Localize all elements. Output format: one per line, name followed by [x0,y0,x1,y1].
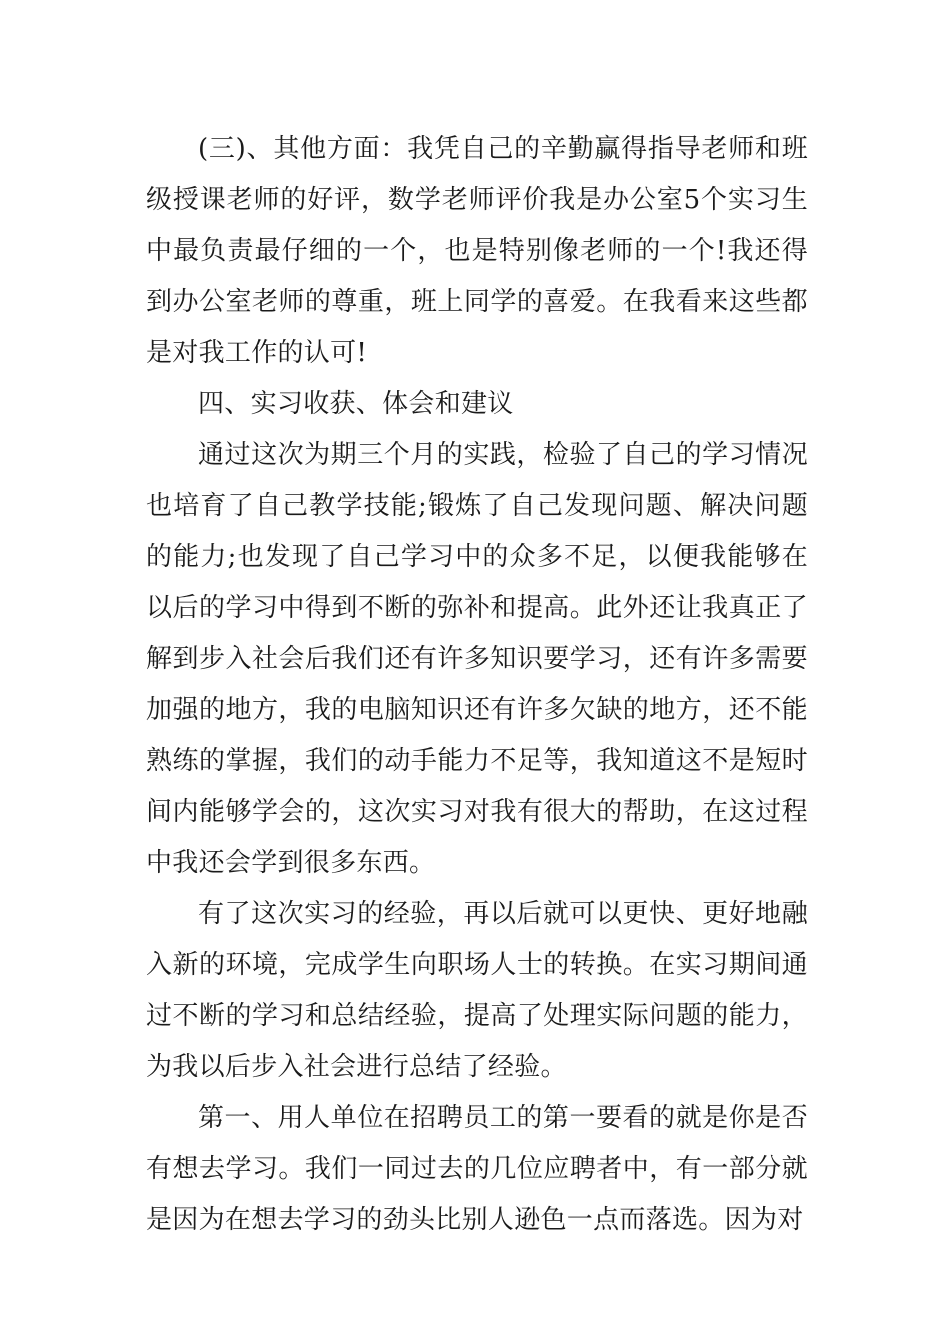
paragraph-other-aspects: (三)、其他方面：我凭自己的辛勤赢得指导老师和班级授课老师的好评，数学老师评价我是办公室5个实习生中最负责最仔细的一个，也是特别像老师的一个!我还得到办公室老师的尊重，班上同学的喜爱。在我看来这些都是对我工作的认可! [146,134,808,368]
paragraph-first-point: 第一、用人单位在招聘员工的第一要看的就是你是否有想去学习。我们一同过去的几位应聘者中，有一部分就是因为在想去学习的劲头比别人逊色一点而落选。因为对 [146,1103,808,1235]
document-body [146,124,808,1246]
section-heading-internship-gains: 四、实习收获、体会和建议 [198,389,514,419]
paragraph-practice-reflection: 通过这次为期三个月的实践，检验了自己的学习情况也培育了自己教学技能;锻炼了自己发现问题、解决问题的能力;也发现了自己学习中的众多不足，以便我能够在以后的学习中得到不断的弥补和提高。此外还让我真正了解到步入社会后我们还有许多知识要学习，还有许多需要加强的地方，我的电脑知识还有许多欠缺的地方，还不能熟练的掌握，我们的动手能力不足等，我知道这不是短时间内能够学会的，这次实习对我有很大的帮助，在这过程中我还会学到很多东西。 [146,440,808,878]
paragraph-experience-transition: 有了这次实习的经验，再以后就可以更快、更好地融入新的环境，完成学生向职场人士的转换。在实习期间通过不断的学习和总结经验，提高了处理实际问题的能力，为我以后步入社会进行总结了经验。 [146,899,808,1082]
